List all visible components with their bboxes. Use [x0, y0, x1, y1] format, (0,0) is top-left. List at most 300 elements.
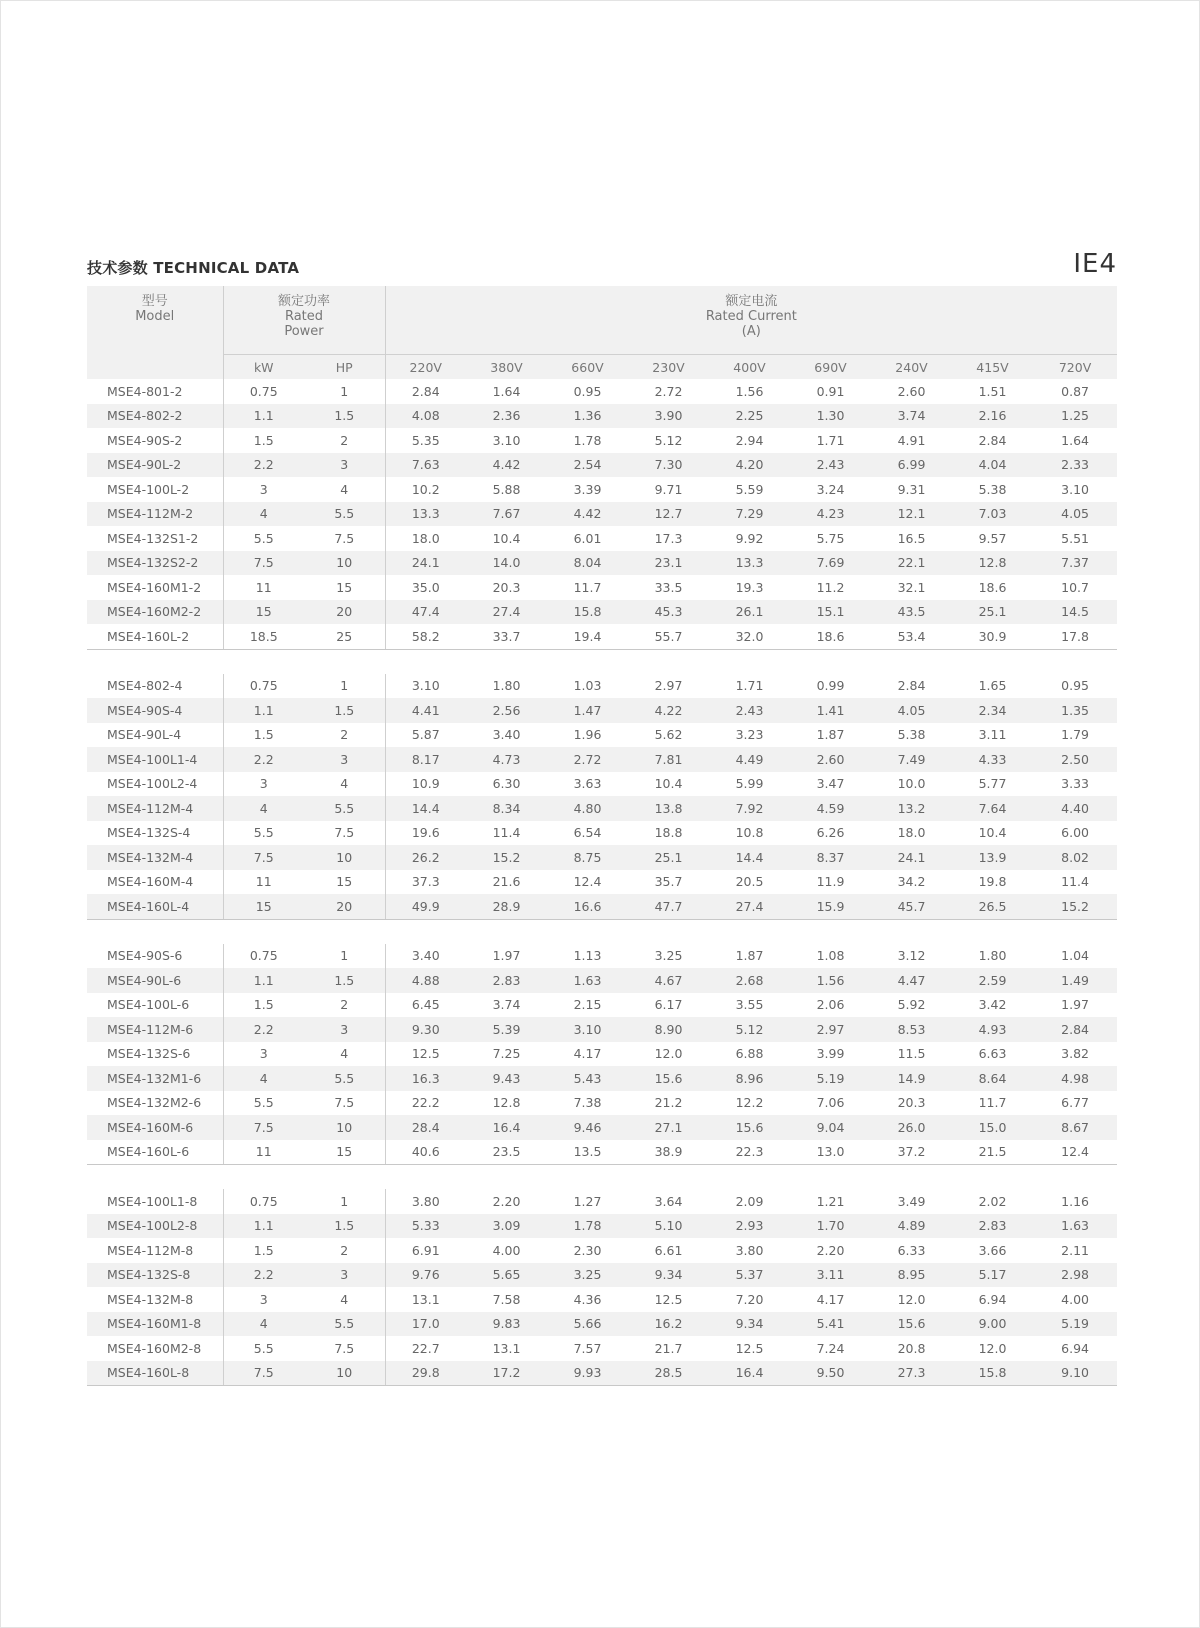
model-header-en: Model — [135, 309, 175, 324]
value-cell: 2.16 — [952, 404, 1033, 429]
value-cell: 3.11 — [978, 727, 1007, 743]
value-cell: 13.1 — [411, 1291, 440, 1307]
column-header: 690V — [790, 355, 871, 380]
model-cell: MSE4-802-2 — [87, 404, 223, 429]
value-cell: 3.74 — [492, 997, 521, 1013]
value-cell: 8.95 — [871, 1263, 952, 1288]
value-cell: 10 — [304, 1361, 385, 1386]
value-cell: 5.77 — [978, 776, 1007, 792]
table-row — [87, 404, 1117, 429]
value-cell: 1 — [304, 674, 385, 699]
value-cell: 25 — [304, 624, 385, 649]
table-row — [87, 1091, 1117, 1116]
table-row — [87, 993, 1117, 1018]
value-cell: 10.4 — [654, 776, 683, 792]
model-cell: MSE4-90S-6 — [87, 944, 223, 969]
value-cell: 0.75 — [249, 678, 278, 694]
value-cell: 2.68 — [709, 968, 790, 993]
value-cell: 9.00 — [952, 1312, 1033, 1337]
value-cell: 2.25 — [709, 404, 790, 429]
value-cell: 5.88 — [492, 481, 521, 497]
value-cell: 5.38 — [897, 727, 926, 743]
value-cell: 6.88 — [735, 1046, 764, 1062]
value-cell: 30.9 — [952, 624, 1033, 649]
value-cell: 2.11 — [1061, 1242, 1089, 1258]
value-cell: 4.47 — [871, 968, 952, 993]
model-cell: MSE4-100L1-8 — [87, 1189, 223, 1214]
value-cell: 37.3 — [411, 874, 440, 890]
value-cell: 10 — [304, 1115, 385, 1140]
value-cell: 12.8 — [952, 551, 1033, 576]
value-cell: 3 — [259, 776, 268, 792]
value-cell: 26.1 — [709, 600, 790, 625]
model-header — [87, 286, 223, 379]
group-spacer-cell — [87, 1165, 1117, 1190]
value-cell: 25.1 — [952, 600, 1033, 625]
value-cell: 35.7 — [654, 874, 683, 890]
value-cell: 4.23 — [790, 502, 871, 527]
value-cell: 2 — [304, 1238, 385, 1263]
value-cell: 4.36 — [573, 1291, 602, 1307]
value-cell: 1.56 — [790, 968, 871, 993]
value-cell: 5.92 — [897, 997, 926, 1013]
value-cell: 7.30 — [628, 453, 709, 478]
value-cell: 8.75 — [547, 845, 628, 870]
value-cell: 6.17 — [654, 997, 683, 1013]
model-header-zh: 型号 — [141, 294, 168, 309]
value-cell: 11 — [223, 1140, 304, 1165]
value-cell: 16.2 — [628, 1312, 709, 1337]
model-cell: MSE4-160L-6 — [87, 1140, 223, 1165]
value-cell: 5.10 — [628, 1214, 709, 1239]
value-cell: 2.36 — [466, 404, 547, 429]
value-cell: 12.0 — [897, 1291, 926, 1307]
value-cell: 11.4 — [492, 825, 521, 841]
value-cell: 2.94 — [735, 432, 764, 448]
value-cell: 10.7 — [1061, 579, 1089, 595]
value-cell: 3.33 — [1061, 776, 1089, 792]
value-cell: 11.4 — [1061, 874, 1089, 890]
value-cell: 19.3 — [735, 579, 764, 595]
value-cell: 1.70 — [790, 1214, 871, 1239]
value-cell: 5.39 — [466, 1017, 547, 1042]
value-cell: 3.63 — [573, 776, 602, 792]
table-row — [87, 1238, 1117, 1263]
value-cell: 2.97 — [654, 678, 683, 694]
value-cell: 15.9 — [790, 894, 871, 919]
value-cell: 2.83 — [952, 1214, 1033, 1239]
value-cell: 5.41 — [790, 1312, 871, 1337]
value-cell: 3.25 — [547, 1263, 628, 1288]
value-cell: 9.43 — [466, 1066, 547, 1091]
value-cell: 15.0 — [952, 1115, 1033, 1140]
table-row — [87, 1017, 1117, 1042]
model-cell: MSE4-100L2-4 — [87, 772, 223, 797]
value-cell: 20.3 — [492, 579, 521, 595]
value-cell: 14.0 — [466, 551, 547, 576]
value-cell: 4 — [304, 1042, 385, 1067]
value-cell: 12.0 — [978, 1340, 1007, 1356]
value-cell: 2.2 — [223, 453, 304, 478]
value-cell: 2.43 — [790, 453, 871, 478]
value-cell: 27.1 — [628, 1115, 709, 1140]
value-cell: 22.3 — [709, 1140, 790, 1165]
value-cell: 18.0 — [411, 530, 440, 546]
value-cell: 1.71 — [816, 432, 845, 448]
value-cell: 4.80 — [547, 796, 628, 821]
value-cell: 1.78 — [547, 1214, 628, 1239]
value-cell: 1.25 — [1033, 404, 1117, 429]
value-cell: 15.6 — [628, 1066, 709, 1091]
value-cell: 7.5 — [223, 845, 304, 870]
value-cell: 11.5 — [897, 1046, 926, 1062]
value-cell: 6.77 — [1061, 1095, 1089, 1111]
value-cell: 16.5 — [897, 530, 926, 546]
value-cell: 18.8 — [654, 825, 683, 841]
value-cell: 4 — [304, 1287, 385, 1312]
value-cell: 7.5 — [304, 1091, 385, 1116]
model-cell: MSE4-90L-4 — [87, 723, 223, 748]
value-cell: 18.0 — [897, 825, 926, 841]
value-cell: 2.43 — [709, 698, 790, 723]
value-cell: 4 — [304, 772, 385, 797]
value-cell: 1.1 — [223, 404, 304, 429]
value-cell: 15.8 — [547, 600, 628, 625]
page-title: 技术参数 TECHNICAL DATA — [87, 259, 300, 277]
value-cell: 4.67 — [628, 968, 709, 993]
value-cell: 1.41 — [790, 698, 871, 723]
value-cell: 5.43 — [547, 1066, 628, 1091]
value-cell: 5.87 — [411, 727, 440, 743]
value-cell: 12.8 — [492, 1095, 521, 1111]
value-cell: 13.8 — [628, 796, 709, 821]
value-cell: 2 — [304, 723, 385, 748]
value-cell: 28.5 — [628, 1361, 709, 1386]
value-cell: 5.66 — [547, 1312, 628, 1337]
value-cell: 5.38 — [978, 481, 1007, 497]
value-cell: 1.5 — [304, 698, 385, 723]
value-cell: 9.57 — [978, 530, 1007, 546]
value-cell: 5.35 — [411, 432, 440, 448]
value-cell: 3.10 — [411, 678, 440, 694]
value-cell: 2.97 — [790, 1017, 871, 1042]
value-cell: 2.2 — [223, 1263, 304, 1288]
value-cell: 2.09 — [735, 1193, 764, 1209]
value-cell: 22.1 — [871, 551, 952, 576]
value-cell: 37.2 — [871, 1140, 952, 1165]
value-cell: 2.84 — [978, 432, 1007, 448]
value-cell: 12.0 — [654, 1046, 683, 1062]
value-cell: 1.1 — [223, 698, 304, 723]
value-cell: 4.20 — [709, 453, 790, 478]
value-cell: 2.02 — [978, 1193, 1007, 1209]
table-row — [87, 845, 1117, 870]
value-cell: 7.81 — [628, 747, 709, 772]
value-cell: 7.5 — [304, 526, 385, 551]
value-cell: 6.01 — [573, 530, 602, 546]
group-spacer-cell — [87, 919, 1117, 944]
value-cell: 9.71 — [654, 481, 683, 497]
value-cell: 5.65 — [466, 1263, 547, 1288]
value-cell: 7.25 — [492, 1046, 521, 1062]
value-cell: 55.7 — [628, 624, 709, 649]
value-cell: 0.91 — [816, 383, 845, 399]
value-cell: 7.5 — [304, 1336, 385, 1361]
value-cell: 35.0 — [411, 579, 440, 595]
table-row — [87, 1115, 1117, 1140]
value-cell: 3.40 — [492, 727, 521, 743]
value-cell: 5.75 — [816, 530, 845, 546]
value-cell: 11.9 — [816, 874, 845, 890]
model-cell: MSE4-160L-4 — [87, 894, 223, 919]
value-cell: 20.8 — [897, 1340, 926, 1356]
value-cell: 45.3 — [628, 600, 709, 625]
value-cell: 8.67 — [1033, 1115, 1117, 1140]
value-cell: 9.34 — [709, 1312, 790, 1337]
rated-current-header — [385, 286, 1117, 355]
value-cell: 1.63 — [547, 968, 628, 993]
value-cell: 1.79 — [1061, 727, 1089, 743]
value-cell: 1.51 — [978, 383, 1007, 399]
model-cell: MSE4-132S2-2 — [87, 551, 223, 576]
value-cell: 2.98 — [1033, 1263, 1117, 1288]
value-cell: 12.7 — [628, 502, 709, 527]
value-cell: 1.5 — [253, 727, 274, 743]
value-cell: 20.3 — [897, 1095, 926, 1111]
value-cell: 29.8 — [385, 1361, 466, 1386]
value-cell: 15 — [223, 600, 304, 625]
value-cell: 2.84 — [411, 383, 440, 399]
value-cell: 0.95 — [1061, 678, 1089, 694]
value-cell: 1.47 — [547, 698, 628, 723]
value-cell: 13.1 — [492, 1340, 521, 1356]
value-cell: 2 — [304, 428, 385, 453]
value-cell: 2.2 — [223, 1017, 304, 1042]
value-cell: 18.5 — [223, 624, 304, 649]
value-cell: 3 — [304, 1017, 385, 1042]
value-cell: 20.5 — [735, 874, 764, 890]
table-row — [87, 894, 1117, 919]
value-cell: 1.5 — [253, 432, 274, 448]
value-cell: 3 — [304, 1263, 385, 1288]
table-row — [87, 698, 1117, 723]
value-cell: 3.80 — [411, 1193, 440, 1209]
value-cell: 14.5 — [1033, 600, 1117, 625]
value-cell: 8.90 — [628, 1017, 709, 1042]
value-cell: 32.1 — [897, 579, 926, 595]
model-cell: MSE4-90L-6 — [87, 968, 223, 993]
value-cell: 27.4 — [466, 600, 547, 625]
value-cell: 6.30 — [492, 776, 521, 792]
table-row — [87, 674, 1117, 699]
table-row — [87, 575, 1117, 600]
value-cell: 15.2 — [1033, 894, 1117, 919]
value-cell: 6.33 — [897, 1242, 926, 1258]
value-cell: 6.45 — [411, 997, 440, 1013]
table-row — [87, 944, 1117, 969]
column-header: 220V — [385, 355, 466, 380]
value-cell: 8.34 — [466, 796, 547, 821]
sub-header-row — [87, 355, 1117, 380]
table-row — [87, 600, 1117, 625]
value-cell: 9.04 — [790, 1115, 871, 1140]
value-cell: 7.06 — [816, 1095, 845, 1111]
value-cell: 3 — [304, 747, 385, 772]
value-cell: 1.13 — [573, 948, 602, 964]
value-cell: 3 — [259, 481, 268, 497]
value-cell: 1.63 — [1033, 1214, 1117, 1239]
value-cell: 9.10 — [1033, 1361, 1117, 1386]
table-row — [87, 551, 1117, 576]
value-cell: 2.60 — [897, 383, 926, 399]
value-cell: 8.64 — [952, 1066, 1033, 1091]
value-cell: 3.25 — [654, 948, 683, 964]
value-cell: 6.61 — [654, 1242, 683, 1258]
value-cell: 4 — [223, 1066, 304, 1091]
value-cell: 5.12 — [709, 1017, 790, 1042]
value-cell: 12.5 — [735, 1340, 764, 1356]
value-cell: 6.26 — [816, 825, 845, 841]
value-cell: 5.59 — [735, 481, 764, 497]
value-cell: 19.4 — [547, 624, 628, 649]
value-cell: 10 — [304, 845, 385, 870]
model-cell: MSE4-132S-8 — [87, 1263, 223, 1288]
value-cell: 3.10 — [547, 1017, 628, 1042]
value-cell: 7.38 — [573, 1095, 602, 1111]
value-cell: 16.4 — [709, 1361, 790, 1386]
rated-current-en: Rated Current — [705, 309, 797, 324]
model-cell: MSE4-132M-8 — [87, 1287, 223, 1312]
value-cell: 2 — [304, 993, 385, 1018]
value-cell: 7.69 — [790, 551, 871, 576]
value-cell: 12.4 — [573, 874, 602, 890]
value-cell: 34.2 — [897, 874, 926, 890]
value-cell: 7.64 — [952, 796, 1033, 821]
value-cell: 13.3 — [385, 502, 466, 527]
value-cell: 1.16 — [1061, 1193, 1089, 1209]
value-cell: 1.87 — [816, 727, 845, 743]
value-cell: 1.78 — [573, 432, 602, 448]
value-cell: 4.73 — [466, 747, 547, 772]
table-row — [87, 453, 1117, 478]
value-cell: 4 — [304, 477, 385, 502]
value-cell: 11 — [255, 874, 272, 890]
value-cell: 4.33 — [952, 747, 1033, 772]
value-cell: 4.08 — [385, 404, 466, 429]
table-row — [87, 772, 1117, 797]
value-cell: 3.80 — [735, 1242, 764, 1258]
value-cell: 1.96 — [573, 727, 602, 743]
value-cell: 4.49 — [709, 747, 790, 772]
value-cell: 7.5 — [223, 1361, 304, 1386]
value-cell: 1.5 — [304, 968, 385, 993]
column-header: 415V — [952, 355, 1033, 380]
value-cell: 11 — [255, 579, 272, 595]
table-row — [87, 1312, 1117, 1337]
value-cell: 6.63 — [978, 1046, 1007, 1062]
value-cell: 15 — [304, 575, 385, 600]
value-cell: 1.1 — [223, 968, 304, 993]
value-cell: 6.54 — [573, 825, 602, 841]
value-cell: 1.65 — [978, 678, 1007, 694]
value-cell: 3.64 — [654, 1193, 683, 1209]
table-row — [87, 379, 1117, 404]
value-cell: 1.21 — [816, 1193, 845, 1209]
value-cell: 26.5 — [952, 894, 1033, 919]
value-cell: 25.1 — [628, 845, 709, 870]
table-row — [87, 502, 1117, 527]
value-cell: 9.76 — [385, 1263, 466, 1288]
value-cell: 4.98 — [1033, 1066, 1117, 1091]
rated-power-zh: 额定功率 — [278, 294, 331, 309]
value-cell: 4.04 — [952, 453, 1033, 478]
value-cell: 0.99 — [816, 678, 845, 694]
value-cell: 2.20 — [492, 1193, 521, 1209]
table-row — [87, 428, 1117, 453]
value-cell: 12.2 — [735, 1095, 764, 1111]
model-cell: MSE4-132S-6 — [87, 1042, 223, 1067]
value-cell: 1.49 — [1033, 968, 1117, 993]
column-header: kW — [223, 355, 304, 380]
table-row — [87, 723, 1117, 748]
model-cell: MSE4-100L1-4 — [87, 747, 223, 772]
value-cell: 7.92 — [709, 796, 790, 821]
value-cell: 12.1 — [871, 502, 952, 527]
model-cell: MSE4-160L-8 — [87, 1361, 223, 1386]
value-cell: 6.99 — [871, 453, 952, 478]
value-cell: 3.11 — [790, 1263, 871, 1288]
value-cell: 3.55 — [735, 997, 764, 1013]
value-cell: 1 — [304, 944, 385, 969]
value-cell: 33.7 — [466, 624, 547, 649]
value-cell: 4.41 — [385, 698, 466, 723]
value-cell: 33.5 — [654, 579, 683, 595]
value-cell: 2.06 — [816, 997, 845, 1013]
value-cell: 3.42 — [978, 997, 1007, 1013]
value-cell: 15.1 — [790, 600, 871, 625]
value-cell: 2.20 — [816, 1242, 845, 1258]
value-cell: 5.5 — [253, 530, 274, 546]
value-cell: 1.04 — [1061, 948, 1089, 964]
value-cell: 10.8 — [735, 825, 764, 841]
value-cell: 13.3 — [709, 551, 790, 576]
value-cell: 9.46 — [547, 1115, 628, 1140]
value-cell: 7.5 — [223, 551, 304, 576]
value-cell: 45.7 — [871, 894, 952, 919]
value-cell: 47.7 — [628, 894, 709, 919]
value-cell: 15 — [223, 894, 304, 919]
value-cell: 2.30 — [573, 1242, 602, 1258]
value-cell: 2.83 — [466, 968, 547, 993]
rated-power-en-1: Rated — [284, 309, 324, 324]
rated-current-zh: 额定电流 — [725, 294, 778, 309]
value-cell: 4.05 — [871, 698, 952, 723]
value-cell: 53.4 — [871, 624, 952, 649]
value-cell: 21.7 — [654, 1340, 683, 1356]
value-cell: 5.19 — [790, 1066, 871, 1091]
value-cell: 21.5 — [952, 1140, 1033, 1165]
value-cell: 1.71 — [735, 678, 764, 694]
value-cell: 1.87 — [735, 948, 764, 964]
table-row — [87, 1066, 1117, 1091]
value-cell: 4.93 — [952, 1017, 1033, 1042]
model-cell: MSE4-160M-4 — [87, 870, 223, 895]
value-cell: 2.56 — [466, 698, 547, 723]
value-cell: 16.3 — [385, 1066, 466, 1091]
value-cell: 28.4 — [385, 1115, 466, 1140]
value-cell: 5.5 — [304, 1066, 385, 1091]
value-cell: 3 — [304, 453, 385, 478]
